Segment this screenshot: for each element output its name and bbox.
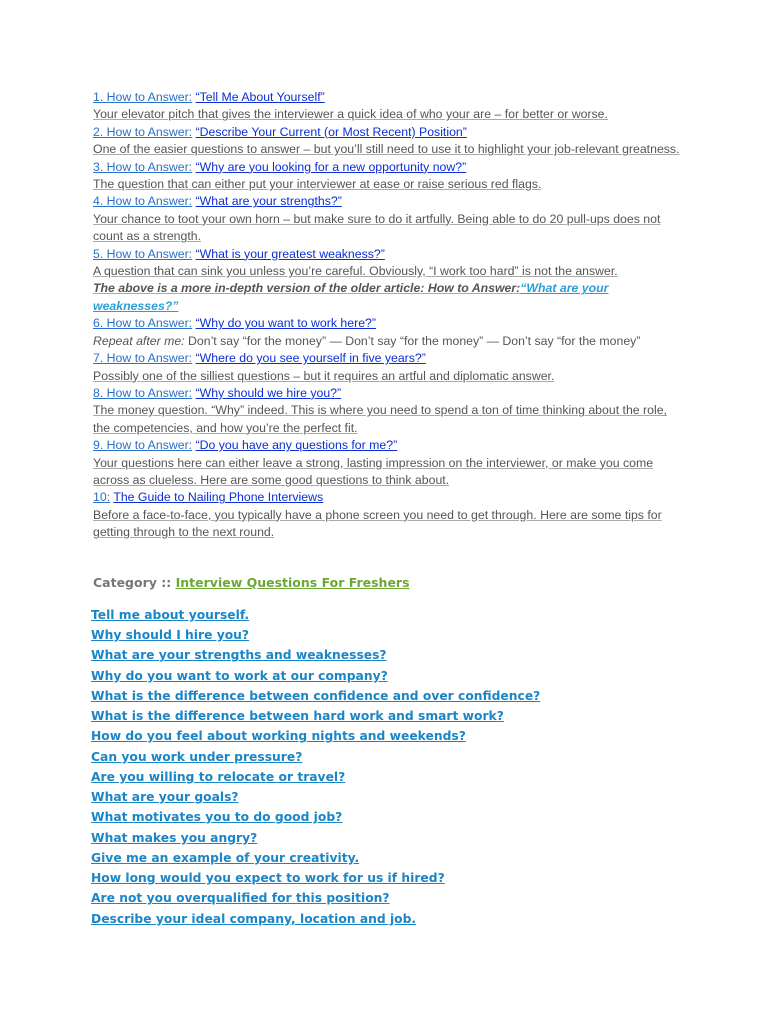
item-number: 3. How to Answer: — [93, 159, 193, 174]
item-description-5: A question that can sink you unless you’re careful. Obviously, “I work too hard” is not the answer. — [93, 264, 618, 279]
item-number: 6. How to Answer: — [93, 316, 193, 331]
category-link[interactable]: Interview Questions For Freshers — [175, 575, 410, 590]
question-link[interactable]: Tell me about yourself. — [91, 608, 250, 622]
question-link[interactable]: Give me an example of your creativity. — [91, 850, 360, 865]
list-item-3 — [93, 159, 683, 176]
item-description-7: Possibly one of the silliest questions – but it requires an artful and diplomatic answer. — [93, 368, 555, 383]
question-link[interactable]: What makes you angry? — [91, 830, 258, 845]
article-link-7[interactable]: “Where do you see yourself in five years?” — [195, 351, 426, 366]
question-list — [91, 605, 540, 929]
article-link-8[interactable]: “Why should we hire you?” — [195, 385, 342, 400]
question-link[interactable]: What are your goals? — [91, 790, 239, 805]
repeat-prefix: Repeat after me: — [93, 333, 185, 348]
article-link-10[interactable]: The Guide to Nailing Phone Interviews — [113, 490, 324, 505]
item-description-2: One of the easier questions to answer – but you’ll still need to use it to highlight your job-relevant greatness. — [93, 142, 680, 157]
question-link[interactable]: How do you feel about working nights and weekends? — [91, 729, 466, 744]
list-item-2 — [93, 124, 683, 141]
question-link[interactable]: Why should I hire you? — [91, 628, 250, 643]
list-item-7 — [93, 350, 683, 367]
category-label: Category :: — [93, 575, 172, 590]
list-item-10 — [93, 489, 683, 506]
item-description-1: Your elevator pitch that gives the interviewer a quick idea of who your are – for better or worse. — [93, 107, 608, 122]
list-item-1 — [93, 89, 683, 106]
question-link[interactable]: Describe your ideal company, location and job. — [91, 911, 417, 926]
article-link-5[interactable]: “What is your greatest weakness?” — [195, 246, 385, 261]
item-description-4: Your chance to toot your own horn – but make sure to do it artfully. Being able to do 20 pull-ups does not count as a strength. — [93, 211, 661, 244]
weaknesses-article-link[interactable]: “What are your weaknesses?” — [93, 281, 609, 313]
item-description-3: The question that can either put your interviewer at ease or raise serious red flags. — [93, 177, 542, 192]
repeat-text: Don’t say “for the money” — Don’t say “for the money” — Don’t say “for the money” — [184, 333, 641, 348]
category-line — [93, 575, 410, 590]
article-link-3[interactable]: “Why are you looking for a new opportunity now?” — [195, 159, 467, 174]
item-description-8: The money question. “Why” indeed. This is where you need to spend a ton of time thinking about the role, the competencies, and how you’re the perfect fit. — [93, 403, 667, 435]
question-link[interactable]: What is the difference between hard work and smart work? — [91, 709, 504, 724]
list-item-5 — [93, 246, 683, 263]
item-number: 7. How to Answer: — [93, 351, 193, 366]
question-link[interactable]: Why do you want to work at our company? — [91, 668, 388, 683]
item-number: 10: — [93, 490, 111, 505]
article-link-2[interactable]: “Describe Your Current (or Most Recent) Position” — [195, 124, 467, 139]
question-link[interactable]: Are not you overqualified for this position? — [91, 891, 390, 906]
item-description-9: Your questions here can either leave a strong, lasting impression on the interviewer, or make you come across as clueless. Here are some good questions to think about. — [93, 455, 654, 487]
article-link-1[interactable]: “Tell Me About Yourself” — [195, 90, 325, 104]
item-description-10: Before a face-to-face, you typically have a phone screen you need to get through. Here are some tips for getting through to the next round. — [93, 507, 662, 540]
question-link[interactable]: Are you willing to relocate or travel? — [91, 769, 346, 784]
list-item-4 — [93, 193, 683, 210]
item-number: 9. How to Answer: — [93, 438, 193, 453]
article-link-4[interactable]: “What are your strengths?” — [195, 194, 342, 209]
list-item-9 — [93, 437, 683, 454]
item-number: 5. How to Answer: — [93, 246, 193, 261]
how-to-answer-list — [93, 89, 683, 542]
question-link[interactable]: What are your strengths and weaknesses? — [91, 648, 387, 663]
article-link-6[interactable]: “Why do you want to work here?” — [195, 316, 376, 331]
list-item-6 — [93, 315, 683, 332]
question-link[interactable]: What motivates you to do good job? — [91, 810, 343, 825]
item-number: 1. How to Answer: — [93, 90, 193, 104]
article-note — [93, 280, 683, 315]
question-link[interactable]: How long would you expect to work for us if hired? — [91, 871, 445, 886]
item-number: 2. How to Answer: — [93, 124, 193, 139]
item-number: 8. How to Answer: — [93, 385, 193, 400]
note-text: The above is a more in-depth version of the older article: How to Answer: — [93, 281, 521, 296]
question-link[interactable]: Can you work under pressure? — [91, 749, 303, 764]
article-link-9[interactable]: “Do you have any questions for me?” — [195, 438, 398, 453]
repeat-line — [93, 333, 683, 350]
item-number: 4. How to Answer: — [93, 194, 193, 209]
question-link[interactable]: What is the difference between confidence and over confidence? — [91, 688, 541, 703]
list-item-8 — [93, 385, 683, 402]
